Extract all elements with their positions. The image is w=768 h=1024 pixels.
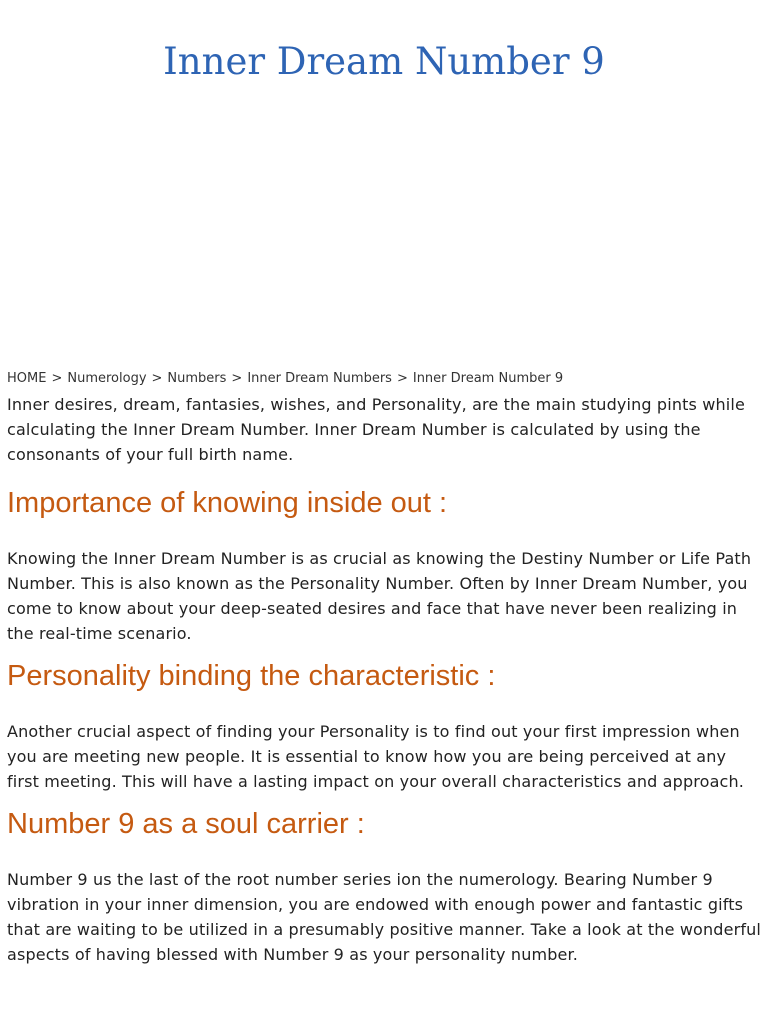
breadcrumb-separator: > bbox=[231, 371, 243, 386]
breadcrumb-numerology-link[interactable]: Numerology bbox=[67, 371, 147, 386]
breadcrumb-numbers-link[interactable]: Numbers bbox=[167, 371, 227, 386]
section-body-personality: Another crucial aspect of finding your Personality is to find out your first impression when you are meeting new people. It is essential to know how you are being perceived at any first meeting. This will have a lasting impact on your overall characteristics and approach. bbox=[7, 722, 744, 791]
breadcrumb-inner-dream-numbers-link[interactable]: Inner Dream Numbers bbox=[247, 371, 392, 386]
section-heading-personality: Personality binding the characteristic : bbox=[7, 660, 496, 692]
breadcrumb bbox=[7, 368, 761, 390]
section-heading-soul-carrier: Number 9 as a soul carrier : bbox=[7, 808, 365, 840]
breadcrumb-separator: > bbox=[51, 371, 63, 386]
breadcrumb-separator: > bbox=[151, 371, 163, 386]
intro-paragraph: Inner desires, dream, fantasies, wishes, and Personality, are the main studying pints while calculating the Inner Dream Number. Inner Dream Number is calculated by using the consonants of your full birth name. bbox=[7, 395, 745, 464]
breadcrumb-home-link[interactable]: HOME bbox=[7, 371, 47, 386]
page-title: Inner Dream Number 9 bbox=[163, 40, 605, 83]
article-content bbox=[7, 368, 761, 967]
breadcrumb-current-page: Inner Dream Number 9 bbox=[412, 371, 564, 386]
section-body-soul-carrier: Number 9 us the last of the root number series ion the numerology. Bearing Number 9 vibration in your inner dimension, you are endowed with enough power and fantastic gifts that are waiting to be utilized in a presumably positive manner. Take a look at the wonderful aspects of having blessed with Number 9 as your personality number. bbox=[7, 870, 761, 964]
breadcrumb-separator: > bbox=[396, 371, 408, 386]
section-body-importance: Knowing the Inner Dream Number is as crucial as knowing the Destiny Number or Life Path Number. This is also known as the Personality Number. Often by Inner Dream Number, you come to know about your deep-seated desires and face that have never been realizing in the real-time scenario. bbox=[7, 549, 752, 643]
ad-space bbox=[0, 100, 768, 360]
section-heading-importance: Importance of knowing inside out : bbox=[7, 487, 448, 519]
